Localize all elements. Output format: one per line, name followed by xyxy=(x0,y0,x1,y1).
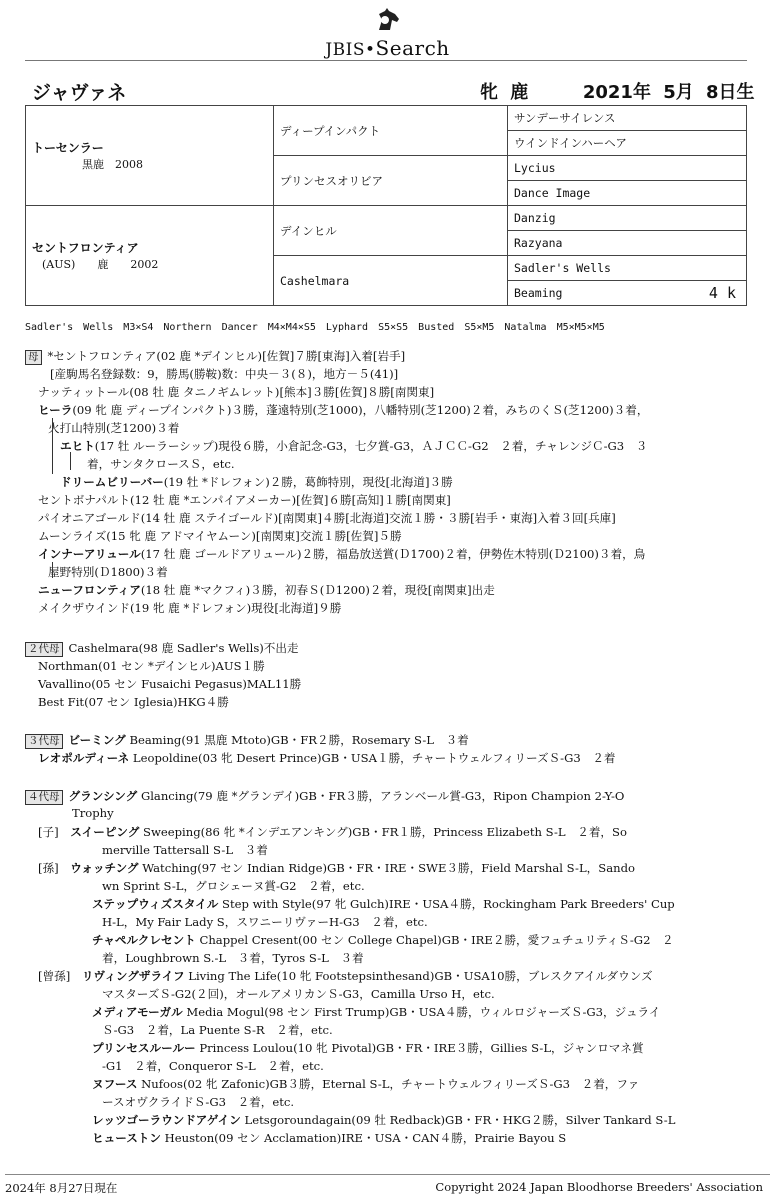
record-line xyxy=(50,366,398,382)
record-line xyxy=(102,878,365,894)
record-line xyxy=(102,1058,324,1074)
record-line xyxy=(102,1094,294,1110)
ss-sire-cell[interactable]: サンデーサイレンス xyxy=(508,106,747,131)
footer-rule xyxy=(5,1174,770,1175)
dam-name: セントフロンティア xyxy=(32,241,139,255)
record-line xyxy=(48,420,179,436)
record-text: -G1 ２着，Conqueror S-L ２着，etc. xyxy=(102,1059,324,1073)
sire-info: 黒鹿 2008 xyxy=(82,158,143,171)
dam-sire-cell[interactable]: デインヒル xyxy=(274,206,508,256)
record-line xyxy=(92,1130,566,1146)
record-text: 着，サンタクロースＳ，etc. xyxy=(87,457,235,471)
record-line xyxy=(38,824,627,840)
indent-bar xyxy=(52,418,53,474)
pedigree-table xyxy=(25,105,747,306)
indent-bar xyxy=(70,452,71,470)
record-text: 着，Loughbrown S.-L ３着，Tyros S-L ３着 xyxy=(102,951,364,965)
sire-name: トーセンラー xyxy=(32,141,104,155)
record-line xyxy=(38,582,495,598)
record-text: Princess Loulou(10 牝 Pivotal)GB・FR・IRE３勝，Gillies S-L，ジャンロマネ賞 xyxy=(195,1041,644,1055)
record-text: *セントフロンティア(02 鹿 *デインヒル)[佐賀]７勝[東海]入着[岩手] xyxy=(47,349,406,363)
birth-date: 2021年 5月 8日生 xyxy=(582,82,755,103)
record-line xyxy=(92,1076,639,1092)
record-line xyxy=(87,456,235,472)
record-text: Leopoldine(03 牝 Desert Prince)GB・USA１勝，チャートウェルフィリーズＳ-G3 ２着 xyxy=(129,751,616,765)
dd-dam-cell[interactable] xyxy=(508,281,747,306)
record-line xyxy=(38,860,635,876)
family-number: 4 k xyxy=(708,284,736,302)
record-text: パイオニアゴールド(14 牡 鹿 ステイゴールド)[南関東]４勝[北海道]交流１勝・３勝[岩手・東海]入着３回[兵庫] xyxy=(38,511,616,525)
record-text: (18 牡 鹿 *マクフィ)３勝，初春Ｓ(Ｄ1200)２着，現役[南関東]出走 xyxy=(140,583,495,597)
record-text: Letsgoroundagain(09 牡 Redback)GB・FR・HKG２勝，Silver Tankard S-L xyxy=(240,1113,676,1127)
record-text: セントボナパルト(12 牡 鹿 *エンパイアメーカー)[佐賀]６勝[高知]１勝[南関東] xyxy=(38,493,451,507)
record-text: Watching(97 セン Indian Ridge)GB・FR・IRE・SWE３勝，Field Marshal S-L，Sando xyxy=(138,861,635,875)
record-text: Best Fit(07 セン Iglesia)HKG４勝 xyxy=(38,695,229,709)
record-line xyxy=(60,474,453,490)
horse-head-icon xyxy=(373,8,403,32)
record-line xyxy=(60,438,647,454)
record-line xyxy=(38,658,265,674)
generation-tag: 母 xyxy=(25,350,42,365)
record-text: Heuston(09 セン Acclamation)IRE・USA・CAN４勝，Prairie Bayou S xyxy=(160,1131,567,1145)
horse-link[interactable]: レオポルディーネ xyxy=(38,751,130,765)
sire-cell[interactable] xyxy=(26,106,274,206)
record-text: Trophy xyxy=(72,806,114,820)
record-text: ナッティットール(08 牡 鹿 タニノギムレット)[熊本]３勝[佐賀]８勝[南関東] xyxy=(38,385,435,399)
ds-dam-cell[interactable]: Razyana xyxy=(508,231,747,256)
record-text: Media Mogul(98 セン First Trump)GB・USA４勝，ウィルロジャーズＳ-G3，ジュライ xyxy=(182,1005,661,1019)
record-line xyxy=(102,950,364,966)
record-text: (19 牡 *ドレフォン)２勝，葛飾特別，現役[北海道]３勝 xyxy=(163,475,453,489)
relation-label: [曾孫] xyxy=(38,969,82,983)
ds-sire-cell[interactable]: Danzig xyxy=(508,206,747,231)
record-text: Vavallino(05 セン Fusaichi Pegasus)MAL11勝 xyxy=(38,677,302,691)
horse-link[interactable]: プリンセスルールー xyxy=(92,1041,196,1055)
record-line xyxy=(102,986,495,1002)
record-text: Sweeping(86 牝 *インデエアンキング)GB・FR１勝，Princess Elizabeth S-L ２着，So xyxy=(139,825,627,839)
sire-sire-cell[interactable]: ディープインパクト xyxy=(274,106,508,156)
record-line xyxy=(38,384,434,400)
record-line xyxy=(38,510,616,526)
sire-dam-cell[interactable]: プリンセスオリビア xyxy=(274,156,508,206)
horse-link[interactable]: エヒト xyxy=(60,439,95,453)
record-text: Step with Style(97 牝 Gulch)IRE・USA４勝，Rockingham Park Breeders' Cup xyxy=(218,897,675,911)
record-text: [産駒馬名登録数：9，勝馬(勝鞍)数：中央－３(８)，地方－５(41)] xyxy=(50,367,399,381)
record-text: (09 牝 鹿 ディープインパクト)３勝，蓬遠特別(芝1000)，八幡特別(芝1200)２着，みちのくＳ(芝1200)３着， xyxy=(72,403,649,417)
horse-link[interactable]: ドリームビリーバー xyxy=(60,475,164,489)
record-line xyxy=(38,546,645,562)
record-line xyxy=(92,896,675,912)
horse-link[interactable]: リヴィングザライフ xyxy=(81,969,185,983)
record-line xyxy=(48,564,168,580)
record-line xyxy=(92,932,674,948)
record-line xyxy=(102,842,268,858)
dam-dam-cell[interactable]: Cashelmara xyxy=(274,256,508,306)
dd-sire-cell[interactable]: Sadler's Wells xyxy=(508,256,747,281)
jbis-search-logo[interactable] xyxy=(0,8,775,60)
horse-link[interactable]: グランシング xyxy=(68,789,138,803)
record-text: H-L，My Fair Lady S，スワニーリヴァーH-G3 ２着，etc. xyxy=(102,915,428,929)
record-line xyxy=(92,1112,675,1128)
record-text: メイクザウインド(19 牝 鹿 *ドレフォン)現役[北海道]９勝 xyxy=(38,601,342,615)
generation-tag: ３代母 xyxy=(25,734,63,749)
record-line xyxy=(38,492,451,508)
record-line xyxy=(102,914,428,930)
horse-link[interactable]: ウォッチング xyxy=(70,861,139,875)
record-line xyxy=(25,788,624,805)
horse-link[interactable]: インナーアリュール xyxy=(38,547,141,561)
header-rule xyxy=(25,60,747,61)
record-text: マスターズＳ-G2(２回)，オールアメリカンＳ-G3，Camilla Urso H，etc. xyxy=(102,987,495,1001)
horse-link[interactable]: メディアモーガル xyxy=(92,1005,183,1019)
record-line xyxy=(92,1040,644,1056)
indent-bar xyxy=(52,562,53,578)
record-line xyxy=(38,968,653,984)
record-text: 屋野特別(Ｄ1800)３着 xyxy=(48,565,168,579)
horse-link[interactable]: ニューフロンティア xyxy=(38,583,141,597)
horse-link[interactable]: ステップウィズスタイル xyxy=(92,897,219,911)
inbreeding-line: Sadler's Wells M3×S4 Northern Dancer M4×M4×S5 Lyphard S5×S5 Busted S5×M5 Natalma M5×M5×M5 xyxy=(25,322,605,333)
record-text: wn Sprint S-L，グロシェーヌ賞-G2 ２着，etc. xyxy=(102,879,365,893)
record-text: 火打山特別(芝1200)３着 xyxy=(48,421,180,435)
horse-link[interactable]: ヒーラ xyxy=(38,403,73,417)
generation-tag: ４代母 xyxy=(25,790,63,805)
horse-link[interactable]: ビーミング xyxy=(68,733,126,747)
record-line xyxy=(92,1004,660,1020)
record-line xyxy=(38,694,229,710)
record-text: (17 牡 鹿 ゴールドアリュール)２勝，福島放送賞(Ｄ1700)２着，伊勢佐木特別(Ｄ2100)３着，鳥 xyxy=(140,547,646,561)
record-text: (17 牡 ルーラーシップ)現役６勝，小倉記念-G3，七夕賞-G3，ＡＪＣＣ-G2 ２着，チャレンジＣ-G3 ３ xyxy=(94,439,648,453)
record-text: Ｓ-G3 ２着，La Puente S-R ２着，etc. xyxy=(102,1023,333,1037)
sd-sire-cell[interactable]: Lycius xyxy=(508,156,747,181)
horse-link[interactable]: ヒューストン xyxy=(92,1131,161,1145)
record-line xyxy=(38,402,648,418)
logo-text: JBIS•Search xyxy=(325,36,450,60)
record-text: Nufoos(02 牝 Zafonic)GB３勝，Eternal S-L，チャートウェルフィリーズＳ-G3 ２着，ファ xyxy=(137,1077,640,1091)
dam-cell[interactable] xyxy=(26,206,274,306)
copyright: Copyright 2024 Japan Bloodhorse Breeders' Association xyxy=(435,1180,763,1194)
record-text: ースオヴクライドＳ-G3 ２着，etc. xyxy=(102,1095,295,1109)
record-text: Chappel Cresent(00 セン College Chapel)GB・IRE２勝，愛フュチュリティＳ-G2 ２ xyxy=(195,933,674,947)
horse-link[interactable]: レッツゴーラウンドアゲイン xyxy=(92,1113,241,1127)
horse-link[interactable]: ヌフース xyxy=(92,1077,138,1091)
record-line xyxy=(102,1022,333,1038)
horse-link[interactable]: チャペルクレセント xyxy=(92,933,196,947)
relation-label: [子] xyxy=(38,825,71,839)
sd-dam-cell[interactable]: Dance Image xyxy=(508,181,747,206)
as-of-date: 2024年 8月27日現在 xyxy=(5,1181,118,1195)
ss-dam-cell[interactable]: ウインドインハーヘア xyxy=(508,131,747,156)
record-text: Northman(01 セン *デインヒル)AUS１勝 xyxy=(38,659,265,673)
record-text: Beaming(91 黒鹿 Mtoto)GB・FR２勝，Rosemary S-L ３着 xyxy=(125,733,469,747)
record-text: ムーンライズ(15 牝 鹿 アドマイヤムーン)[南関東]交流１勝[佐賀]５勝 xyxy=(38,529,402,543)
record-line xyxy=(72,806,114,820)
record-line xyxy=(25,640,299,657)
record-text: merville Tattersall S-L ３着 xyxy=(102,843,268,857)
generation-tag: ２代母 xyxy=(25,642,63,657)
dam-info: (AUS) 鹿 2002 xyxy=(42,258,159,271)
sex-color: 牝 鹿 xyxy=(480,82,529,103)
dd-dam-name: Beaming xyxy=(514,286,563,300)
horse-name: ジャヴァネ xyxy=(32,82,127,104)
record-line xyxy=(38,676,301,692)
horse-profile xyxy=(480,78,755,104)
record-line xyxy=(38,528,402,544)
record-line xyxy=(38,750,616,766)
record-text: Glancing(79 鹿 *グランデイ)GB・FR３勝，アランベール賞-G3，Ripon Champion 2-Y-O xyxy=(137,789,625,803)
horse-link[interactable]: スイーピング xyxy=(70,825,140,839)
relation-label: [孫] xyxy=(38,861,71,875)
record-line xyxy=(25,732,469,749)
record-text: Living The Life(10 牝 Footstepsinthesand)GB・USA10勝，ブレスクアイルダウンズ xyxy=(184,969,653,983)
record-line xyxy=(25,348,405,365)
record-line xyxy=(38,600,341,616)
record-text: Cashelmara(98 鹿 Sadler's Wells)不出走 xyxy=(68,641,299,655)
